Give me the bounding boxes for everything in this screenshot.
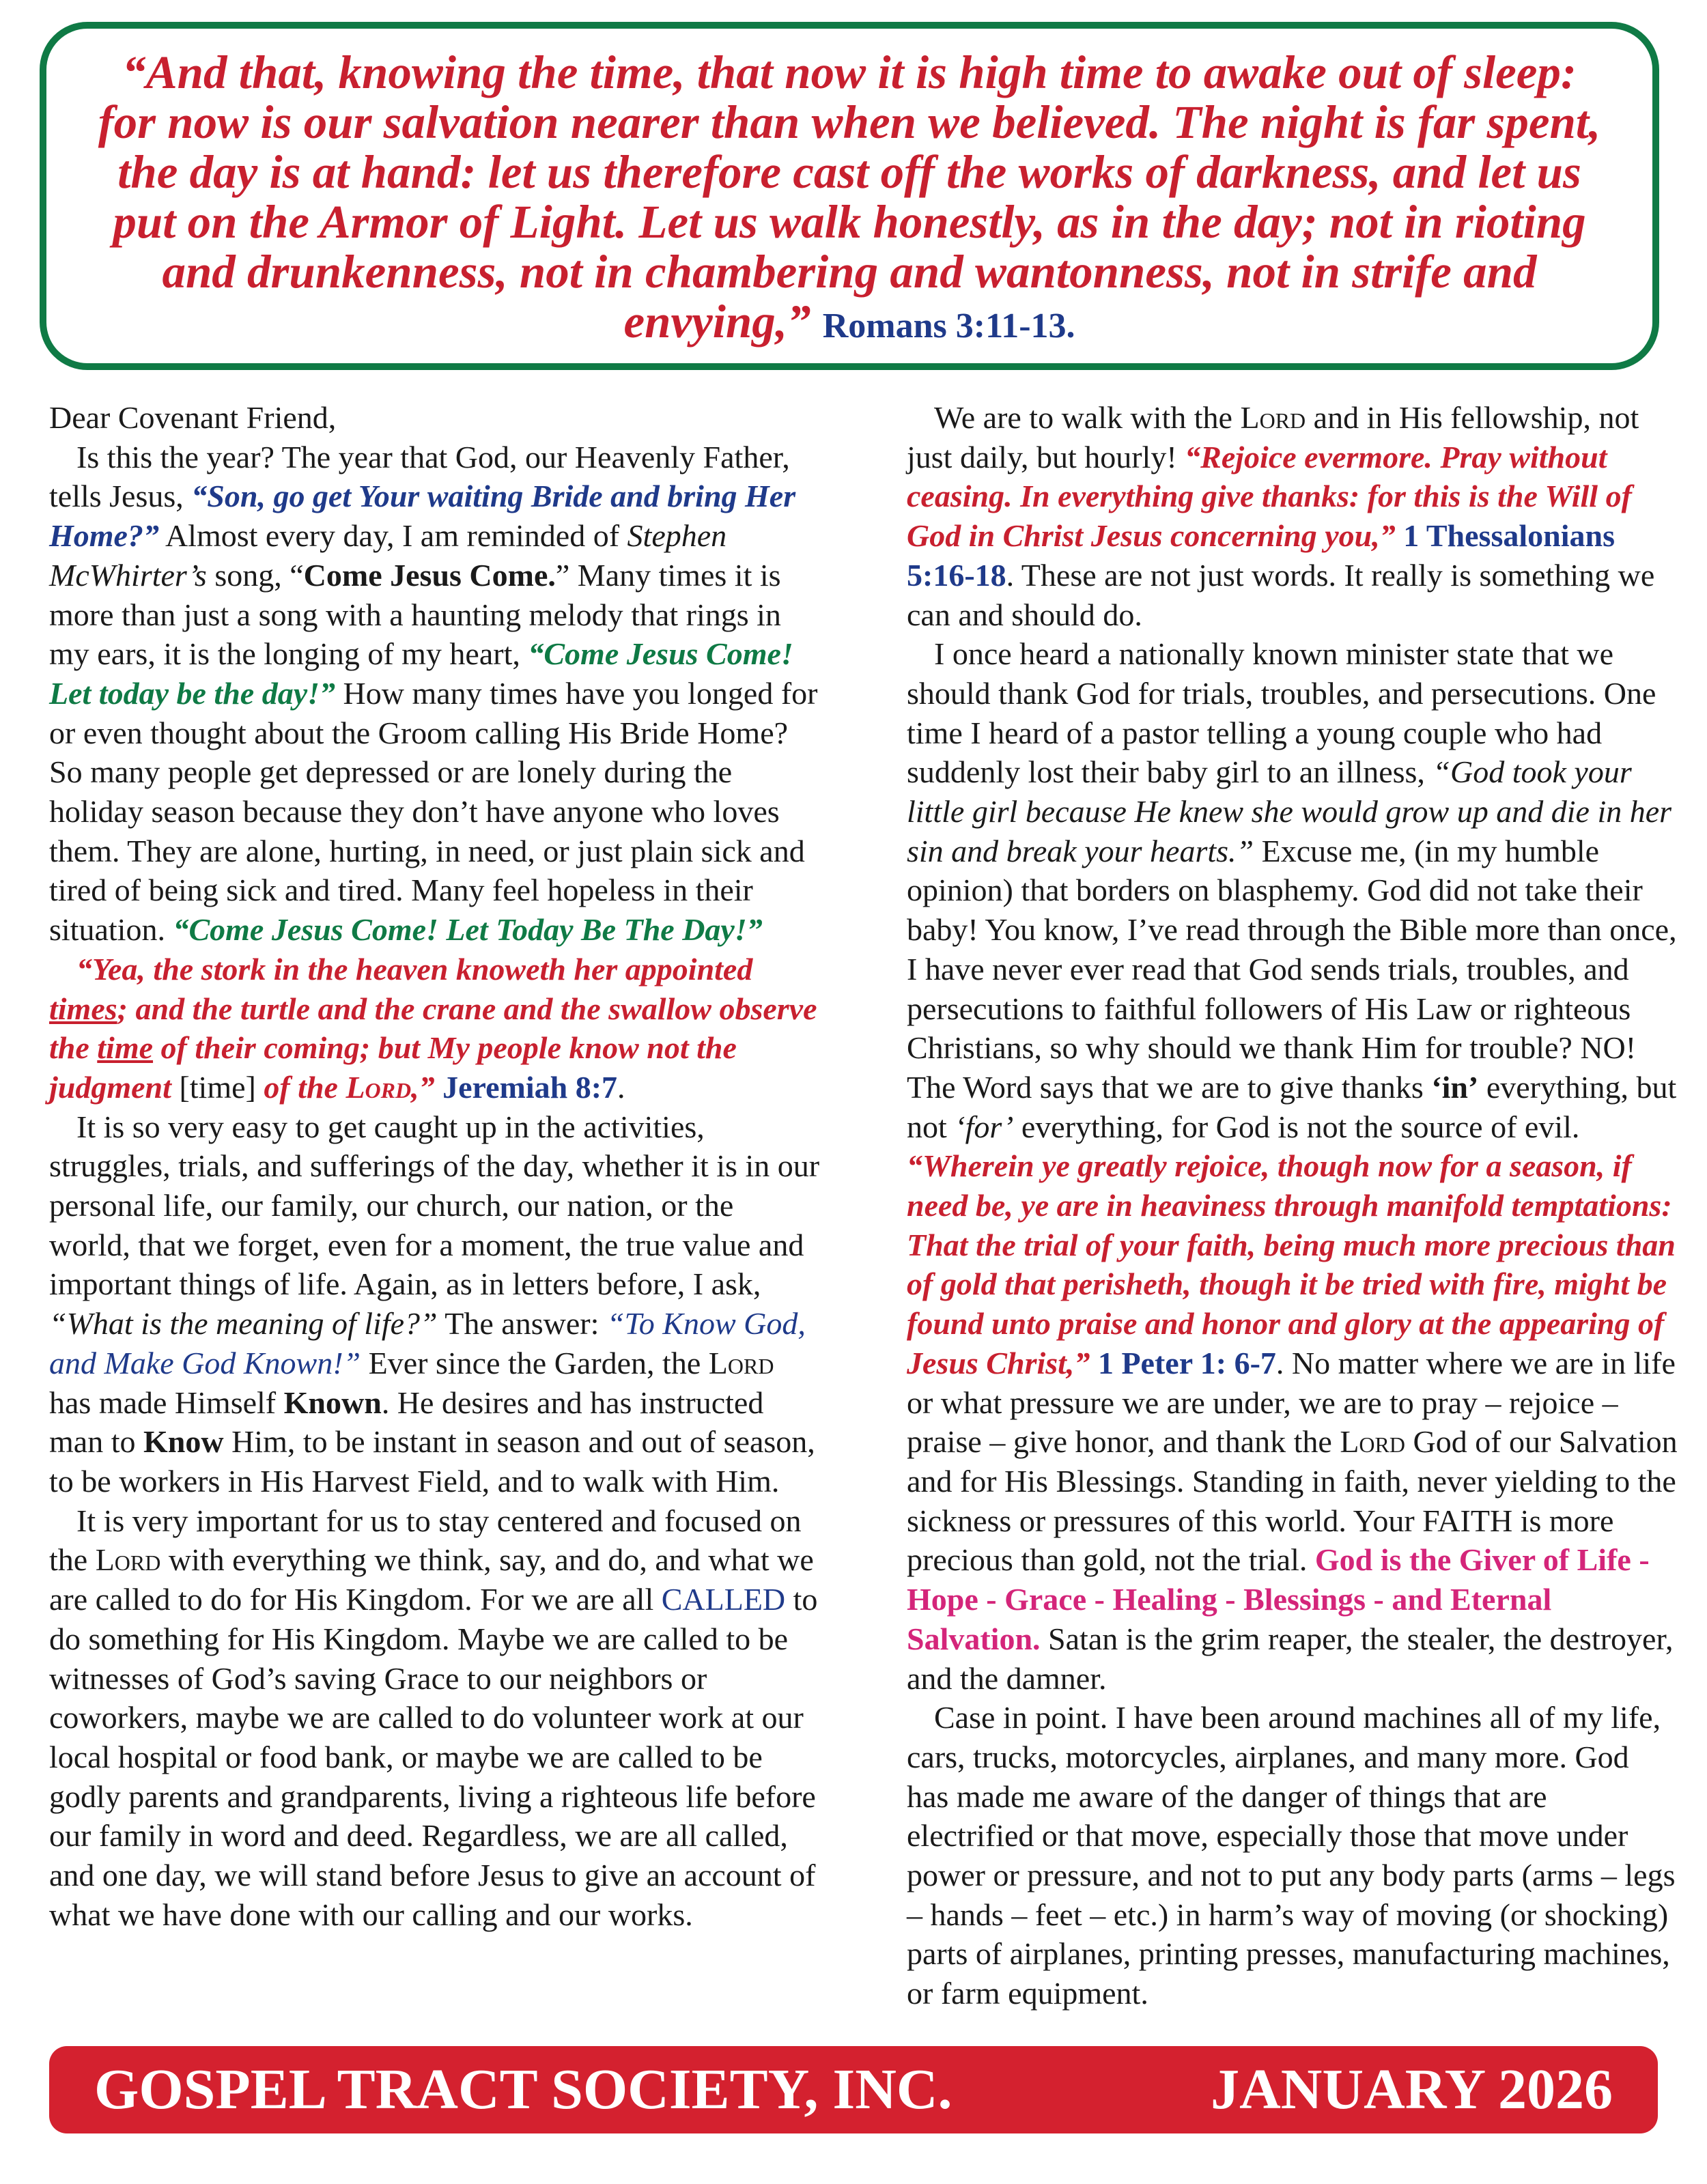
text: How many times have you longed for or even thought about the Groom calling His Bride Home? So many people get depressed or are lonely during the holiday season because they don’t have anyone who loves them. They are alone, hurting, in need, or just plain sick and tired of being sick and tired. Many feel hopeless in their situation. [49, 675, 818, 948]
footer-banner [49, 2046, 1658, 2133]
text: with everything we think, say, and do, and what we are called to do for His Kingdom. For we are all [49, 1542, 814, 1617]
scripture: of their coming; but My people know not the judgment [49, 1030, 737, 1105]
text: . He desires and has instructed man to [49, 1385, 764, 1460]
quote: “Come Jesus Come! Let Today Be The Day!” [173, 912, 763, 948]
quote: “Son, go get Your waiting Bride and bring Her Home?” [49, 479, 796, 554]
scripture-reference: 1 Peter 1: 6-7 [1090, 1345, 1276, 1380]
emphasis: Known [283, 1385, 382, 1420]
paragraph-1 [49, 438, 821, 950]
scripture: “Rejoice evermore. Pray without ceasing. In everything give thanks: for this is the Will of God in Christ Jesus concerning you,” [907, 439, 1632, 554]
text: Almost every day, I am reminded of [158, 518, 627, 554]
text: has made Himself [49, 1385, 284, 1420]
text: everything, but not [907, 1069, 1677, 1144]
issue-date: JANUARY 2026 [1211, 2058, 1613, 2121]
paragraph-5 [907, 398, 1678, 634]
scripture: “Wherein ye greatly rejoice, though now for a season, if need be, ye are in heaviness through manifold temptations: That the trial of your faith, being much more precious than of gold that perisheth, though it be tried with fire, might be found unto praise and honor and glory at the appearing of Jesus Christ,” [907, 1148, 1676, 1380]
scripture: ,” [411, 1069, 435, 1105]
paragraph-3 [49, 1107, 821, 1501]
emphasis: Know [143, 1424, 224, 1460]
text: God of our Salvation and for His Blessings. Standing in faith, never yielding to the sickness or pressures of this world. Your FAITH is more precious than gold, not the trial. [907, 1424, 1678, 1578]
scripture: Lord [345, 1069, 412, 1105]
paragraph-2 [49, 950, 821, 1107]
scripture: ; and the turtle and the crane and the swallow observe the [49, 991, 817, 1066]
text: Lord [708, 1345, 774, 1380]
text: Lord [95, 1542, 161, 1578]
text: Lord [1240, 400, 1306, 435]
artist-name: Stephen McWhirter’s [49, 518, 727, 593]
left-column [49, 398, 821, 1934]
text: It is very important for us to stay centered and focused on the [49, 1503, 802, 1578]
quote: “Come Jesus Come! Let today be the day!” [49, 636, 793, 711]
emphasis: CALLED [661, 1582, 786, 1617]
text: Lord [1340, 1424, 1405, 1460]
right-column [907, 398, 1678, 2013]
scripture: times [49, 991, 117, 1026]
text: and in His fellowship, not just daily, but hourly! [907, 400, 1639, 474]
organization-name: GOSPEL TRACT SOCIETY, INC. [94, 2058, 953, 2121]
text: . [617, 1069, 625, 1105]
text: . These are not just words. It really is something we can and should do. [907, 557, 1655, 632]
text: We are to walk with the [934, 400, 1241, 435]
scripture: of the [264, 1069, 346, 1105]
paragraph-4 [49, 1501, 821, 1935]
greeting: Dear Covenant Friend, [49, 400, 337, 435]
song-title: Come Jesus Come. [303, 557, 556, 593]
text: [time] [171, 1069, 264, 1105]
quote-text: “And that, knowing the time, that now it is high time to awake out of sleep: for now is our salvation nearer than when we believed. The night is far spent, the day is at hand: let us therefore cast off the works of darkness, and let us put on the Armor of Light. Let us walk honestly, as in the day; not in rioting and drunkenness, not in chambering and wantonness, not in strife and envying,” [98, 46, 1601, 348]
highlight: God is the Giver of Life - Hope - Grace - Healing - Blessings - and Eternal Salvation. [907, 1542, 1650, 1656]
text: to do something for His Kingdom. Maybe we are called to be witnesses of God’s saving Grace to our neighbors or coworkers, maybe we are called to do volunteer work at our local hospital or food bank, or maybe we are called to be godly parents and grandparents, living a righteous life before our family in word and deed. Regardless, we are all called, and one day, we will stand before Jesus to give an account of what we have done with our calling and our works. [49, 1582, 818, 1932]
text: I once heard a nationally known minister state that we should thank God for trials, troubles, and persecutions. One time I heard of a pastor telling a young couple who had suddenly lost their baby girl to an illness, [907, 636, 1656, 790]
text: ” Many times it is more than just a song with a haunting melody that rings in my ears, it is the longing of my heart, [49, 557, 781, 672]
emphasis: ‘for’ [955, 1109, 1014, 1144]
quote-reference: Romans 3:11-13. [822, 307, 1075, 345]
text: The answer: [437, 1306, 607, 1342]
scripture-quote-box [40, 22, 1659, 370]
question: “What is the meaning of life?” [49, 1306, 438, 1342]
text: Excuse me, (in my humble opinion) that borders on blasphemy. God did not take their baby! You know, I’ve read through the Bible more than once, I have never ever read that God sends trials, troubles, and persecutions to faithful followers of His Law or righteous Christians, so why should we thank Him for trouble? NO! The Word says that we are to give thanks [907, 833, 1677, 1105]
emphasis: ‘in’ [1431, 1069, 1479, 1105]
pastor-quote: “God took your little girl because He knew she would grow up and die in her sin and break your hearts.” [907, 754, 1672, 868]
text: . No matter where we are in life or what pressure we are under, we are to pray – rejoice – praise – give honor, and thank the [907, 1345, 1676, 1460]
scripture: time [97, 1030, 154, 1066]
text: Satan is the grim reaper, the stealer, the destroyer, and the damner. [907, 1621, 1674, 1696]
text: Is this the year? The year that God, our Heavenly Father, tells Jesus, [49, 439, 790, 514]
text: Him, to be instant in season and out of season, to be workers in His Harvest Field, and to walk with Him. [49, 1424, 815, 1499]
text: Ever since the Garden, the [361, 1345, 709, 1380]
paragraph-7: Case in point. I have been around machines all of my life, cars, trucks, motorcycles, airplanes, and many more. God has made me aware of the danger of things that are electrified or that move, especially those that move under power or pressure, and not to put any body parts (arms – legs – hands – feet – etc.) in harm’s way of moving (or shocking) parts of airplanes, printing presses, manufacturing machines, or farm equipment. [907, 1700, 1676, 2011]
text: It is so very easy to get caught up in the activities, struggles, trials, and sufferings of the day, whether it is in our personal life, our family, our church, our nation, or the world, that we forget, even for a moment, the true value and important things of life. Again, as in letters before, I ask, [49, 1109, 820, 1302]
text: song, “ [206, 557, 304, 593]
answer-quote: “To Know God, and Make God Known!” [49, 1306, 806, 1380]
paragraph-6 [907, 634, 1678, 1698]
text: everything, for God is not the source of evil. [1013, 1109, 1580, 1144]
scripture-reference: Jeremiah 8:7 [434, 1069, 618, 1105]
scripture: “Yea, the stork in the heaven knoweth her appointed [76, 951, 753, 987]
scripture-reference: 1 Thessalonians 5:16-18 [907, 518, 1615, 593]
